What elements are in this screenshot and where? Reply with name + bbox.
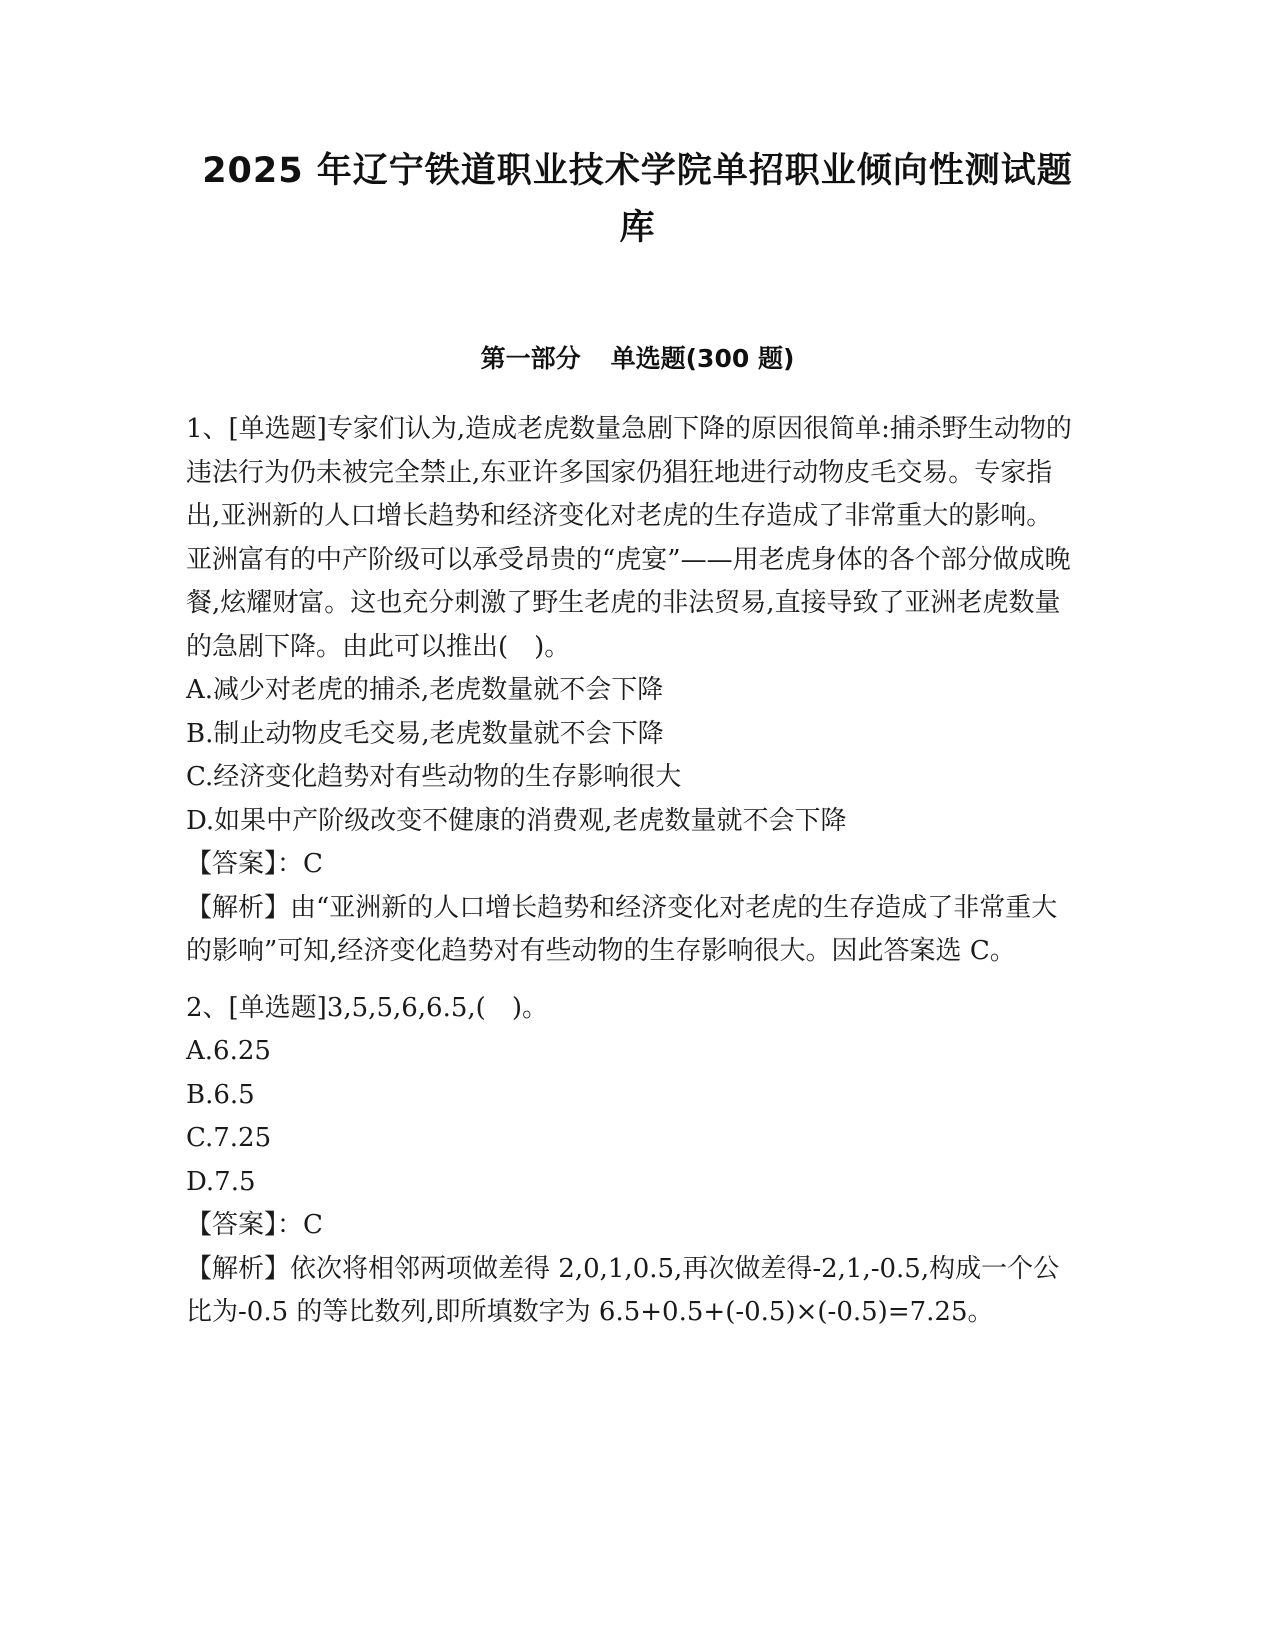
answer-label: 【答案】 [186,1210,278,1240]
explanation-text: 由“亚洲新的人口增长趋势和经济变化对老虎的生存造成了非常重大的影响”可知,经济变化趋势对有些动物的生存影响很大。因此答案选 C。 [186,892,1058,966]
explanation-label: 【解析】 [186,892,291,923]
option-a: A.减少对老虎的捕杀,老虎数量就不会下降 [186,675,664,705]
explanation-label: 【解析】 [186,1253,291,1284]
answer-value: ：C [277,1210,323,1240]
document-title: 2025 年辽宁铁道职业技术学院单招职业倾向性测试题库 [202,151,1073,248]
answer-value: ：C [277,849,323,879]
option-a: A.6.25 [186,1036,271,1066]
option-d: D.如果中产阶级改变不健康的消费观,老虎数量就不会下降 [186,805,847,836]
section-heading [0,342,1275,376]
answer-label: 【答案】 [186,849,278,879]
question-item [186,987,1078,1335]
explanation-text: 依次将相邻两项做差得 2,0,1,0.5,再次做差得-2,1,-0.5,构成一个公比为-0.5 的等比数列,即所填数字为 6.5+0.5+(-0.5)×(-0.5)=7.25。 [186,1253,1060,1327]
option-d: D.7.5 [186,1166,256,1197]
question-item [186,408,1078,974]
question-list [186,408,1078,1335]
answer-line [186,1204,1078,1248]
section-part: 第一部分 [480,344,581,373]
section-name: 单选题(300 题) [610,344,795,373]
option-c: C.经济变化趋势对有些动物的生存影响很大 [186,762,682,792]
explanation [186,887,1078,974]
answer-line [186,843,1078,887]
question-stem: 1、[单选题]专家们认为,造成老虎数量急剧下降的原因很简单:捕杀野生动物的违法行为仍未被完全禁止,东亚许多国家仍猖狂地进行动物皮毛交易。专家指出,亚洲新的人口增长趋势和经济变化对老虎的生存造成了非常重大的影响。亚洲富有的中产阶级可以承受昂贵的“虎宴”——用老虎身体的各个部分做成晚餐,炫耀财富。这也充分刺激了野生老虎的非法贸易,直接导致了亚洲老虎数量的急剧下降。由此可以推出( )。 [186,414,1072,662]
option-b: B.6.5 [186,1079,255,1110]
explanation [186,1248,1078,1335]
option-c: C.7.25 [186,1123,272,1153]
option-b: B.制止动物皮毛交易,老虎数量就不会下降 [186,718,664,749]
question-stem: 2、[单选题]3,5,5,6,6.5,( )。 [186,992,548,1023]
